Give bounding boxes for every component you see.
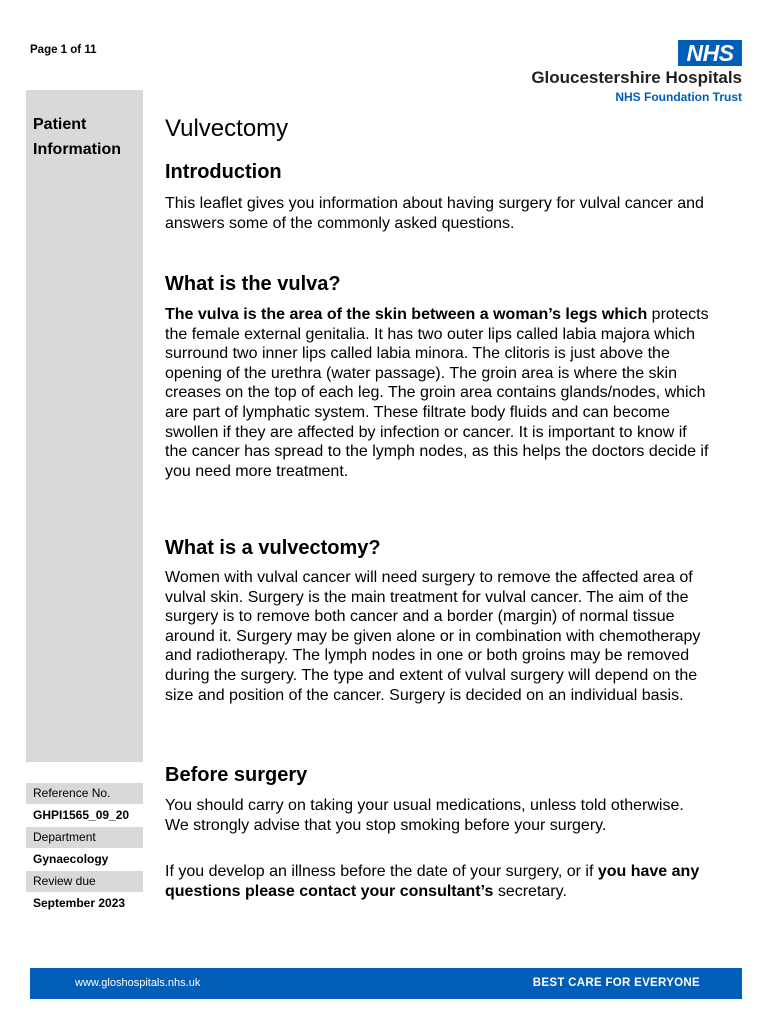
sidebar-panel bbox=[26, 90, 143, 762]
org-name: Gloucestershire Hospitals bbox=[531, 68, 742, 87]
footer-website-link[interactable]: www.gloshospitals.nhs.uk bbox=[75, 977, 201, 989]
illness-text-start: If you develop an illness before the date of your surgery, or if bbox=[165, 863, 594, 880]
intro-text: This leaflet gives you information about having surgery for vulval cancer and answers some of the commonly asked questions. bbox=[165, 195, 704, 232]
page-number: Page 1 of 11 bbox=[30, 44, 97, 56]
ref-label: Reference No. bbox=[26, 783, 143, 805]
intro-heading: Introduction bbox=[165, 161, 282, 183]
illness-text-bold: you have any questions please contact your consultant’s bbox=[165, 863, 700, 900]
sidebar-title-line1: Patient bbox=[33, 116, 87, 133]
before-surgery-text: You should carry on taking your usual medications, unless told otherwise. We strongly advise that you stop smoking before your surgery. bbox=[165, 797, 684, 834]
vulva-heading: What is the vulva? bbox=[165, 273, 341, 295]
review-label: Review due bbox=[26, 871, 143, 893]
before-surgery-heading: Before surgery bbox=[165, 764, 308, 786]
org-subtitle: NHS Foundation Trust bbox=[615, 90, 742, 104]
nhs-badge bbox=[678, 40, 742, 66]
reference-table bbox=[26, 783, 143, 915]
vulva-text bbox=[165, 305, 710, 481]
vulva-text-bold: The vulva is the area of the skin between a woman’s legs which bbox=[165, 306, 648, 323]
sidebar-title bbox=[33, 112, 121, 162]
footer-bar bbox=[30, 968, 742, 999]
vulva-text-body: protects the female external genitalia. It has two outer lips called labia majora which surround two inner lips called labia minora. The clitoris is just above the opening of the urethra (water passage). The groin area is where the skin creases on the top of each leg. The groin area contains glands/nodes, which are part of lymphatic system. These filtrate body fluids and can become swollen if they are affected by infection or cancer. It is important to know if the cancer has spread to the lymph nodes, as this helps the doctors decide if you need more treatment. bbox=[165, 306, 709, 480]
nhs-badge-text: NHS bbox=[686, 40, 734, 66]
nhs-trust-logo bbox=[482, 40, 742, 110]
vulvectomy-text: Women with vulval cancer will need surgery to remove the affected area of vulval skin. Surgery is the main treatment for vulval cancer. The aim of the surgery is to remove both cancer and a border (margin) of normal tissue around it. Surgery may be given alone or in combination with chemotherapy and radiotherapy. The lymph nodes in one or both groins may be removed during the surgery. The type and extent of vulval surgery will depend on the size and position of the cancer. Surgery is decided on an individual basis. bbox=[165, 569, 701, 704]
review-value: September 2023 bbox=[26, 893, 143, 915]
illness-text-end: secretary. bbox=[497, 882, 567, 900]
illness-text bbox=[165, 862, 710, 901]
ref-value: GHPI1565_09_20 bbox=[26, 805, 143, 827]
dept-value: Gynaecology bbox=[26, 849, 143, 871]
sidebar-title-line2: Information bbox=[33, 141, 121, 158]
page-title: Vulvectomy bbox=[165, 115, 289, 142]
vulvectomy-heading: What is a vulvectomy? bbox=[165, 537, 381, 559]
footer-tagline: BEST CARE FOR EVERYONE bbox=[532, 977, 700, 989]
dept-label: Department bbox=[26, 827, 143, 849]
